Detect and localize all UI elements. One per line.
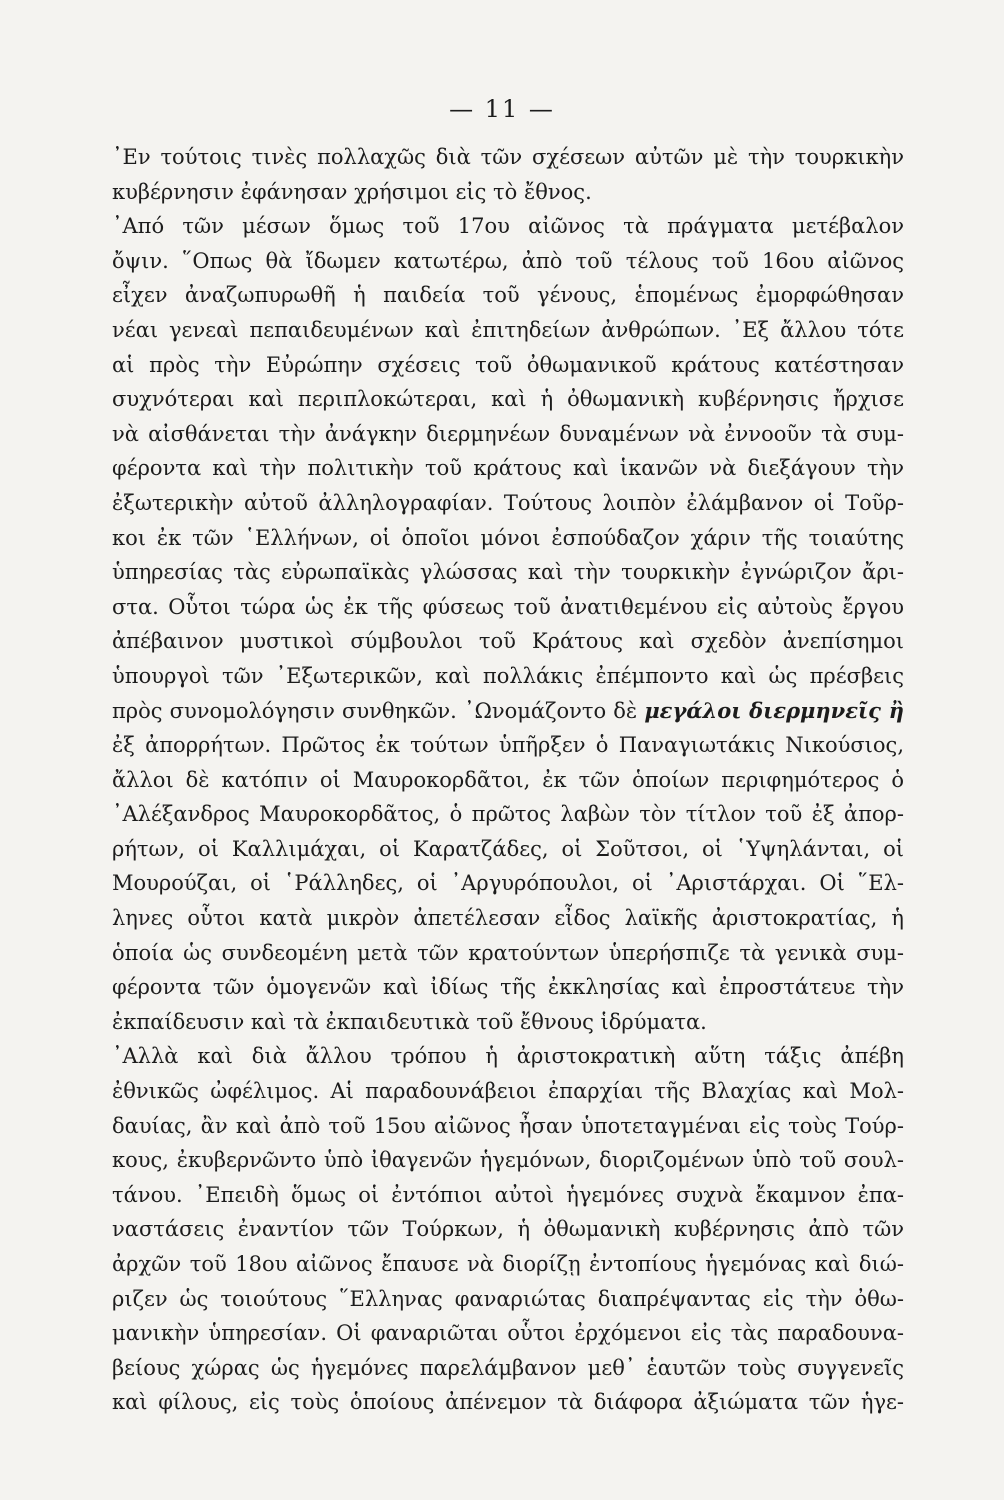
text-line: ᾿Από τῶν μέσων ὅμως τοῦ 17ου αἰῶνος τὰ πράγματα μετέβαλον [112, 214, 904, 239]
text-line: φέροντα καὶ τὴν πολιτικὴν τοῦ κράτους καὶ ἱκανῶν νὰ διεξάγουν τὴν [112, 456, 904, 481]
text-line: ληνες οὗτοι κατὰ μικρὸν ἀπετέλεσαν εἶδος λαϊκῆς ἀριστοκρατίας, ἡ [112, 906, 904, 931]
text-segment: πρὸς συνομολόγησιν συνθηκῶν. ᾿Ωνομάζοντο δὲ [112, 698, 645, 723]
text-line: ἐθνικῶς ὠφέλιμος. Αἱ παραδουνάβειοι ἐπαρχίαι τῆς Βλαχίας καὶ Μολ- [112, 1079, 904, 1104]
text-line: μανικὴν ὑπηρεσίαν. Οἱ φαναριῶται οὗτοι ἐρχόμενοι εἰς τὰς παραδουνα- [112, 1321, 904, 1346]
text-line: αἱ πρὸς τὴν Εὐρώπην σχέσεις τοῦ ὀθωμανικοῦ κράτους κατέστησαν [112, 352, 904, 377]
text-line: ᾿Αλλὰ καὶ διὰ ἄλλου τρόπου ἡ ἀριστοκρατικὴ αὕτη τάξις ἀπέβη [112, 1044, 904, 1069]
page-number: — 11 — [449, 95, 555, 123]
text-line: εἶχεν ἀναζωπυρωθῆ ἡ παιδεία τοῦ γένους, ἑπομένως ἐμορφώθησαν [112, 283, 904, 308]
text-line: ὁποία ὡς συνδεομένη μετὰ τῶν κρατούντων ὑπερήσπιζε τὰ γενικὰ συμ- [112, 940, 904, 965]
text-line: ᾿Εν τούτοις τινὲς πολλαχῶς διὰ τῶν σχέσεων αὐτῶν μὲ τὴν τουρκικὴν [112, 145, 904, 169]
text-line: καὶ φίλους, εἰς τοὺς ὁποίους ἀπένεμον τὰ διάφορα ἀξιώματα τῶν ἡγε- [112, 1390, 904, 1415]
text-line: βείους χώρας ὡς ἡγεμόνες παρελάμβανον μεθ᾿ ἑαυτῶν τοὺς συγγενεῖς [112, 1355, 904, 1380]
text-line: ἀρχῶν τοῦ 18ου αἰῶνος ἔπαυσε νὰ διορίζῃ ἐντοπίους ἡγεμόνας καὶ διώ- [112, 1252, 904, 1276]
text-line: νέαι γενεαὶ πεπαιδευμένων καὶ ἐπιτηδείων ἀνθρώπων. ᾿Εξ ἄλλου τότε [112, 317, 904, 342]
text-line: ὄψιν. ῞Οπως θὰ ἴδωμεν κατωτέρω, ἀπὸ τοῦ τέλους τοῦ 16ου αἰῶνος [112, 248, 904, 273]
text-line: κους, ἐκυβερνῶντο ὑπὸ ἰθαγενῶν ἡγεμόνων, διοριζομένων ὑπὸ τοῦ σουλ- [112, 1148, 904, 1173]
text-line: ναστάσεις ἐναντίον τῶν Τούρκων, ἡ ὀθωμανικὴ κυβέρνησις ἀπὸ τῶν [112, 1217, 904, 1242]
text-line: ἐκπαίδευσιν καὶ τὰ ἐκπαιδευτικὰ τοῦ ἔθνους ἱδρύματα. [112, 1009, 707, 1034]
text-line: ρήτων, οἱ Καλλιμάχαι, οἱ Καρατζάδες, οἱ Σοῦτσοι, οἱ ῾Υψηλάνται, οἱ [112, 836, 904, 861]
text-line: κοι ἐκ τῶν ῾Ελλήνων, οἱ ὁποῖοι μόνοι ἐσπούδαζον χάριν τῆς τοιαύτης [112, 525, 904, 550]
text-line: δαυίας, ἂν καὶ ἀπὸ τοῦ 15ου αἰῶνος ἦσαν ὑποτεταγμέναι εἰς τοὺς Τούρ- [112, 1113, 904, 1138]
text-line-with-emphasis [112, 694, 904, 729]
text-line: Μουρούζαι, οἱ ῾Ράλληδες, οἱ ᾿Αργυρόπουλοι, οἱ ᾿Αριστάρχαι. Οἱ ῞Ελ- [112, 871, 904, 896]
text-line: νὰ αἰσθάνεται τὴν ἀνάγκην διερμηνέων δυναμένων νὰ ἐννοοῦν τὰ συμ- [112, 421, 904, 446]
text-line: ὑπουργοὶ τῶν ᾿Εξωτερικῶν, καὶ πολλάκις ἐπέμποντο καὶ ὡς πρέσβεις [112, 663, 904, 688]
text-line: τάνου. ᾿Επειδὴ ὅμως οἱ ἐντόπιοι αὐτοὶ ἡγεμόνες συχνὰ ἔκαμνον ἐπα- [112, 1182, 904, 1207]
body-text [112, 140, 904, 1420]
emphasized-term: μεγάλοι διερμηνεῖς ἢ [644, 697, 904, 723]
text-line: ᾿Αλέξανδρος Μαυροκορδᾶτος, ὁ πρῶτος λαβὼν τὸν τίτλον τοῦ ἐξ ἀπορ- [112, 802, 904, 827]
text-line: στα. Οὗτοι τώρα ὡς ἐκ τῆς φύσεως τοῦ ἀνατιθεμένου εἰς αὐτοὺς ἔργου [112, 594, 904, 619]
text-line: συχνότεραι καὶ περιπλοκώτεραι, καὶ ἡ ὀθωμανικὴ κυβέρνησις ἤρχισε [112, 387, 904, 412]
text-line: ἀπέβαινον μυστικοὶ σύμβουλοι τοῦ Κράτους καὶ σχεδὸν ἀνεπίσημοι [112, 629, 904, 654]
text-line: ριζεν ὡς τοιούτους ῞Ελληνας φαναριώτας διαπρέψαντας εἰς τὴν ὀθω- [112, 1286, 904, 1311]
text-line: ἐξωτερικὴν αὐτοῦ ἀλληλογραφίαν. Τούτους λοιπὸν ἐλάμβανον οἱ Τοῦρ- [112, 490, 904, 515]
text-line: ὑπηρεσίας τὰς εὐρωπαϊκὰς γλώσσας καὶ τὴν τουρκικὴν ἐγνώριζον ἄρι- [112, 560, 904, 585]
text-line: ἄλλοι δὲ κατόπιν οἱ Μαυροκορδᾶτοι, ἐκ τῶν ὁποίων περιφημότερος ὁ [112, 767, 904, 792]
text-line: φέροντα τῶν ὁμογενῶν καὶ ἰδίως τῆς ἐκκλησίας καὶ ἐπροστάτευε τὴν [112, 975, 904, 1000]
text-line: ἐξ ἀπορρήτων. Πρῶτος ἐκ τούτων ὑπῆρξεν ὁ Παναγιωτάκις Νικούσιος, [112, 733, 904, 758]
text-line: κυβέρνησιν ἐφάνησαν χρήσιμοι εἰς τὸ ἔθνος. [112, 179, 592, 204]
